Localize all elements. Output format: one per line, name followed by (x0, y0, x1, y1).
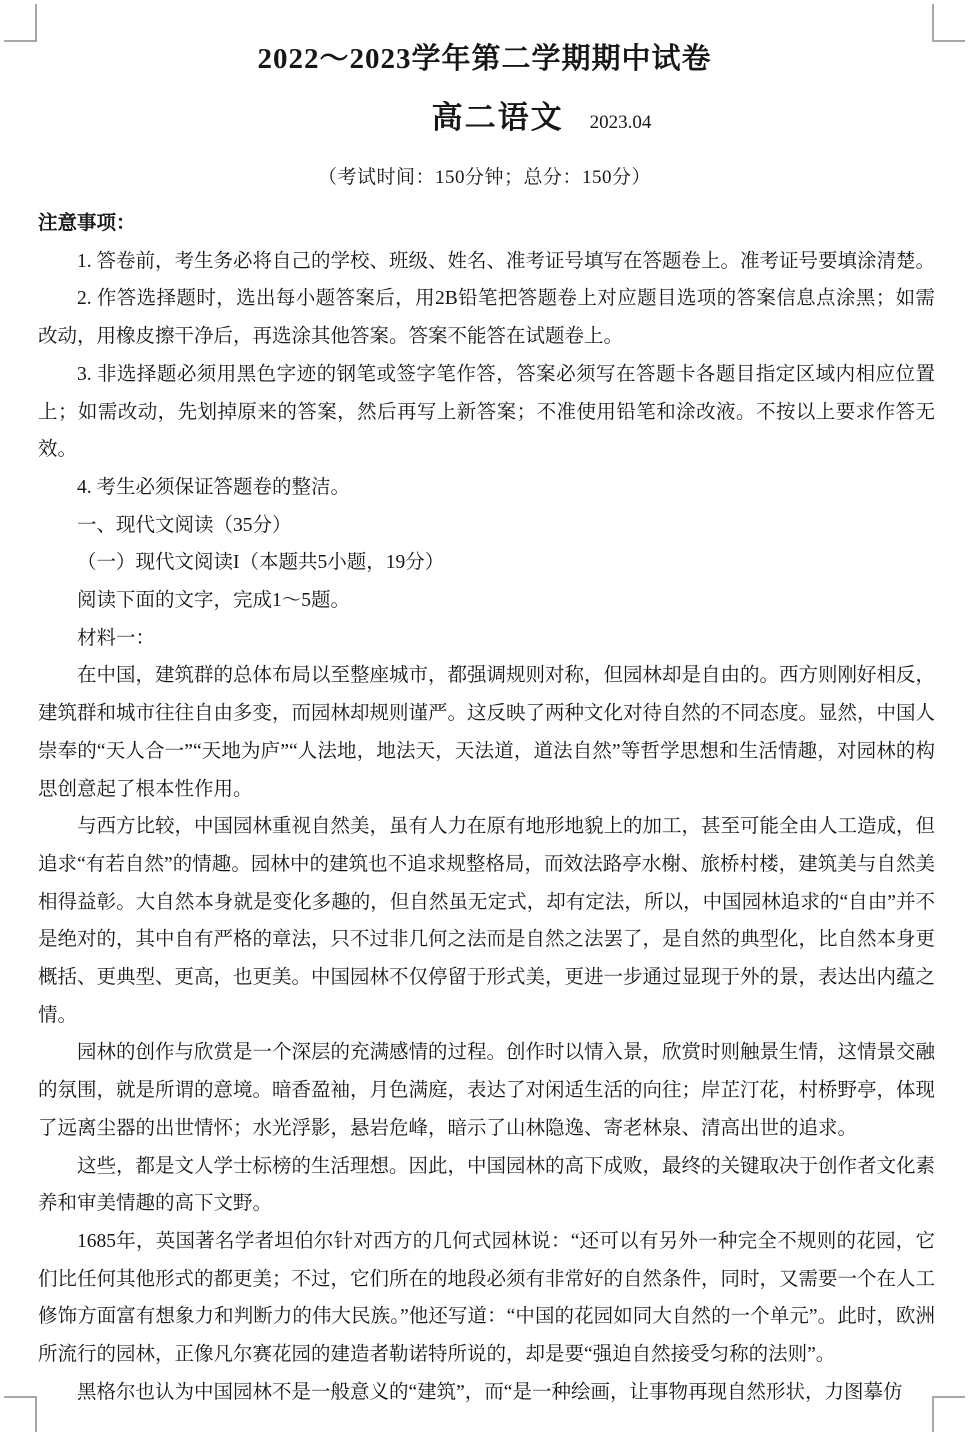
subsection-heading: （一）现代文阅读I（本题共5小题，19分） (77, 552, 445, 574)
material-paragraph: 在中国，建筑群的总体布局以至整座城市，都强调规则对称，但园林却是自由的。西方则刚好相反，建筑群和城市往往自由多变，而园林却规则谨严。这反映了两种文化对待自然的不同态度。显然，中国人崇奉的“天人合一”“天地为庐”“人法地，地法天，天法道，道法自然”等哲学思想和生活情趣，对园林的构思创意起了根本性作用。 (38, 665, 936, 800)
exam-title: 2022～2023学年第二学期期中试卷 (257, 43, 712, 75)
material-paragraph: 这些，都是文人学士标榜的生活理想。因此，中国园林的高下成败，最终的关键取决于创作者文化素养和审美情趣的高下文野。 (38, 1155, 936, 1215)
material-label: 材料一： (77, 627, 156, 649)
subtitle-row (57, 99, 969, 137)
exam-date: 2023.04 (589, 112, 652, 133)
crop-mark-top-left (4, 4, 37, 42)
notice-item: 2. 作答选择题时，选出每小题答案后，用2B铅笔把答题卷上对应题目选项的答案信息点涂黑；如需改动，用橡皮擦干净后，再选涂其他答案。答案不能答在试题卷上。 (38, 288, 935, 348)
exam-info-line: （考试时间：150分钟；总分：150分） (317, 167, 651, 188)
material-paragraph: 1685年，英国著名学者坦伯尔针对西方的几何式园林说：“还可以有另外一种完全不规则的花园，它们比任何其他形式的都更美；不过，它们所在的地段必须有非常好的自然条件，同时，又需要一个在人工修饰方面富有想象力和判断力的伟大民族。”他还写道：“中国的花园如同大自然的一个单元”。此时，欧洲所流行的园林，正像凡尔赛花园的建造者勒诺特所说的，却是要“强迫自然接受匀称的法则”。 (38, 1230, 936, 1366)
material-paragraph: 黑格尔也认为中国园林不是一般意义的“建筑”，而“是一种绘画，让事物再现自然形状，力图摹仿 (77, 1381, 903, 1403)
notice-item: 4. 考生必须保证答题卷的整洁。 (77, 476, 351, 498)
reading-instruction: 阅读下面的文字，完成1～5题。 (77, 590, 351, 612)
material-paragraph: 园林的创作与欣赏是一个深层的充满感情的过程。创作时以情入景，欣赏时则触景生情，这情景交融的氛围，就是所谓的意境。暗香盈袖，月色满庭，表达了对闲适生活的向往；岸芷汀花，村桥野亭，体现了远离尘器的出世情怀；水光浮影，悬岩危峰，暗示了山林隐逸、寄老林泉、清高出世的追求。 (38, 1042, 936, 1139)
crop-mark-bottom-left (4, 1396, 37, 1432)
crop-mark-top-right (932, 4, 965, 42)
notice-item: 1. 答卷前，考生务必将自己的学校、班级、姓名、准考证号填写在答题卷上。准考证号要填涂清楚。 (77, 250, 936, 272)
notices-list (38, 243, 935, 507)
section-heading: 一、现代文阅读（35分） (77, 514, 292, 536)
exam-body (38, 205, 935, 1412)
notices-heading: 注意事项： (38, 213, 136, 234)
crop-mark-bottom-right (932, 1396, 965, 1432)
notice-item: 3. 非选择题必须用黑色字迹的钢笔或签字笔作答，答案必须写在答题卡各题目指定区域内相应位置上；如需改动，先划掉原来的答案，然后再写上新答案；不准使用铅笔和涂改液。不按以上要求作答无效。 (38, 363, 935, 461)
material-paragraph: 与西方比较，中国园林重视自然美，虽有人力在原有地形地貌上的加工，甚至可能全由人工造成，但追求“有若自然”的情趣。园林中的建筑也不追求规整格局，而效法路亭水榭、旅桥村楼，建筑美与自然美相得益彰。大自然本身就是变化多趣的，但自然虽无定式，却有定法，所以，中国园林追求的“自由”并不是绝对的，其中自有严格的章法，只不过非几何之法而是自然之法罢了，是自然的典型化，比自然本身更概括、更典型、更高，也更美。中国园林不仅停留于形式美，更进一步通过显现于外的景，表达出内蕴之情。 (38, 816, 936, 1026)
material-paragraphs (38, 657, 935, 1411)
exam-subject: 高二语文 (431, 100, 564, 135)
